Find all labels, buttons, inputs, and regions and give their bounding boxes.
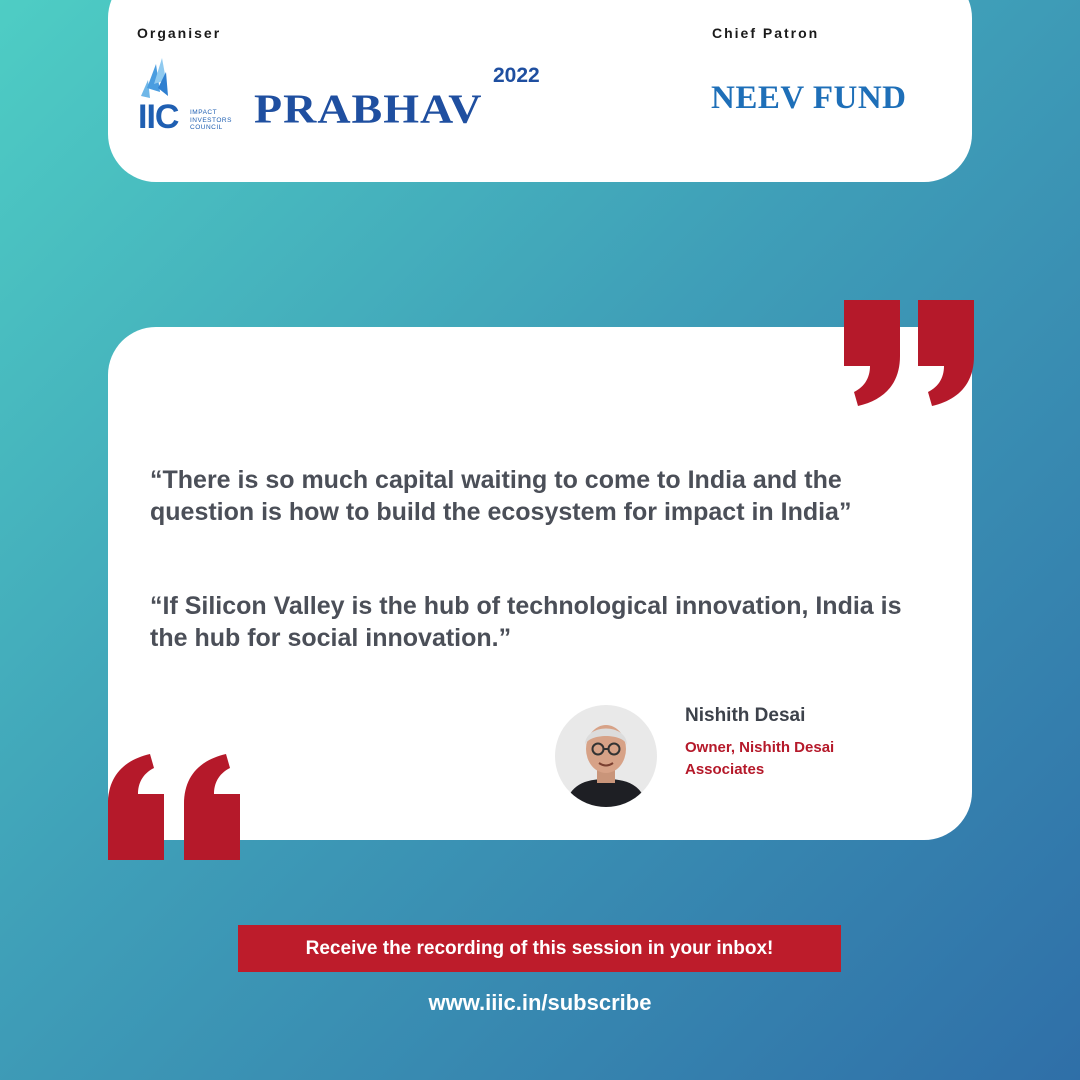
event-logo-text: PRABHAV (254, 85, 483, 132)
organiser-label: Organiser (137, 25, 222, 41)
speaker-role: Owner, Nishith Desai Associates (685, 739, 835, 778)
chief-patron-label: Chief Patron (712, 25, 820, 41)
quote-text-1: “There is so much capital waiting to come to India and the question is how to build the ecosystem for impact in India” (150, 466, 852, 526)
speaker-avatar (555, 705, 657, 807)
subscribe-banner[interactable]: Receive the recording of this session in your inbox! (238, 925, 841, 972)
event-year: 2022 (493, 64, 540, 87)
quote-text-2: “If Silicon Valley is the hub of technological innovation, India is the hub for social innovation.” (150, 592, 902, 652)
speaker-name: Nishith Desai (685, 705, 806, 726)
quote-close-icon (840, 300, 976, 408)
iic-logo-subtitle: IMPACT INVESTORS COUNCIL (190, 109, 232, 131)
quote-open-icon (108, 754, 242, 860)
subscribe-link[interactable]: www.iiic.in/subscribe (428, 990, 652, 1015)
neev-fund-logo: NEEV FUND (711, 80, 907, 116)
iic-logo-text: IIC (138, 98, 179, 136)
